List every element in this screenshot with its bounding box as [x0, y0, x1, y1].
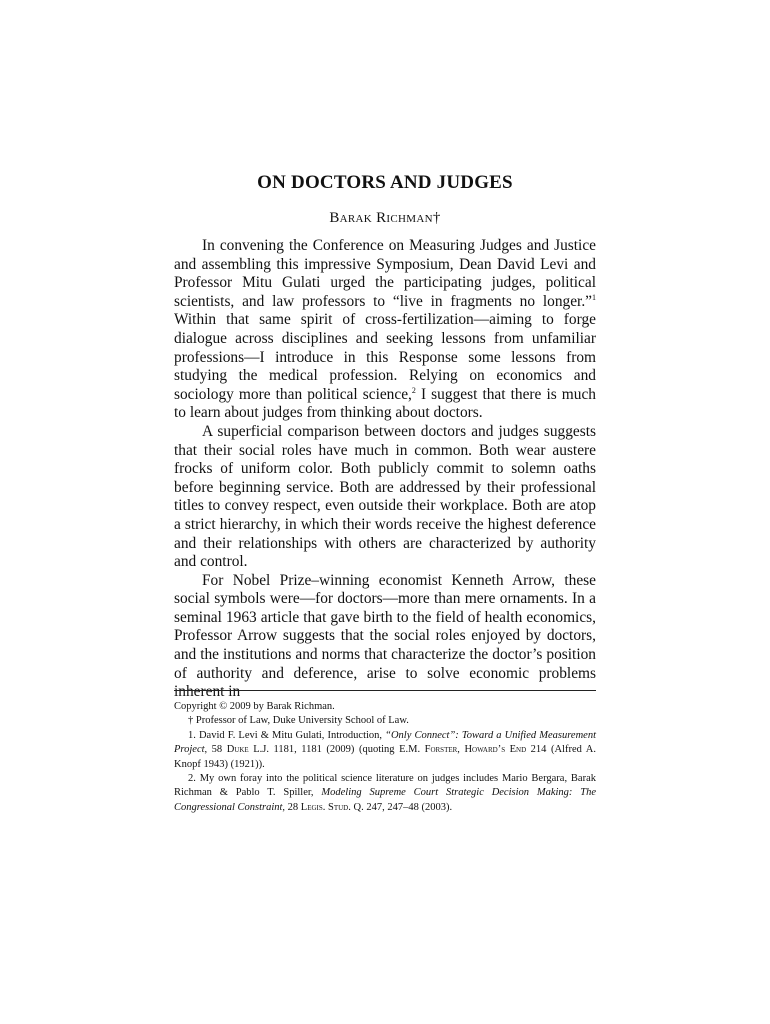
footnote-1-part-b: , 58 [204, 744, 227, 756]
footnote-1 [174, 729, 596, 772]
footnote-2-part-a: 2. My own foray into the political science literature on judges includes Mario Bergara, Barak Richman & Pablo T. Spiller, [174, 773, 596, 799]
paragraph-1 [174, 237, 596, 423]
footnote-2-journal: Legis. Stud. Q. [300, 801, 364, 813]
article-title: ON DOCTORS AND JUDGES [257, 172, 513, 193]
copyright-notice: Copyright © 2009 by Barak Richman. [174, 701, 335, 712]
footnote-2-title: Modeling Supreme Court Strategic Decision Making: The Congressional Constraint [174, 787, 596, 813]
footnote-dagger: † Professor of Law, Duke University School of Law. [188, 715, 409, 727]
paragraph-1-part-c: I suggest that there is much to learn about judges from thinking about doctors. [174, 385, 596, 422]
footnote-1-title: “Only Connect”: Toward a Unified Measurement Project [174, 729, 596, 756]
paragraph-2: A superficial comparison between doctors and judges suggests that their social roles have much in common. Both wear austere frocks of uniform color. Both publicly commit to solemn oaths before beginning service. Both are addressed by their professional titles to convey respect, even outside their workplace. Both are atop a strict hierarchy, in which their words receive the highest deference and their relationships with others are characterized by authority and control. [174, 422, 596, 571]
document-page [174, 0, 596, 1024]
paragraph-3: For Nobel Prize–winning economist Kenneth Arrow, these social symbols were—for doctors—more than mere ornaments. In a seminal 1963 article that gave birth to the field of health economics, Professor Arrow suggests that the social roles enjoyed by doctors, and the institutions and norms that characterize the doctor’s position of authority and deference, arise to solve economic problems inherent in [174, 571, 596, 701]
footnote-divider [174, 690, 596, 691]
footnote-1-part-a: 1. David F. Levi & Mitu Gulati, Introduction, [188, 729, 386, 741]
footnotes [174, 700, 596, 815]
footnote-1-part-c: 1181, 1181 (2009) (quoting [268, 744, 400, 756]
footnote-1-part-d: 214 (Alfred A. Knopf 1943) (1921)). [174, 744, 597, 770]
footnote-1-book: E.M. Forster, Howard’s End [399, 744, 527, 756]
footnote-ref-1: 1 [592, 292, 596, 302]
footnote-2-part-c: 247, 247–48 (2003). [363, 801, 453, 813]
paragraph-1-part-b: Within that same spirit of cross-fertilization—aiming to forge dialogue across disciplines and seeking lessons from unfamiliar professions—I introduce in this Response some lessons from studying the medical profession. Relying on economics and sociology more than political science, [174, 311, 596, 403]
footnote-2-part-b: , 28 [282, 801, 301, 813]
paragraph-1-part-a: In convening the Conference on Measuring Judges and Justice and assembling this impressive Symposium, Dean David Levi and Professor Mitu Gulati urged the participating judges, political scientists, and law professors to “live in fragments no longer.” [174, 237, 596, 310]
author-name: Barak Richman† [329, 210, 441, 226]
footnote-1-journal: Duke L.J. [226, 744, 269, 756]
footnote-ref-2: 2 [411, 385, 416, 395]
footnote-2 [174, 772, 596, 815]
article-body [174, 237, 596, 702]
